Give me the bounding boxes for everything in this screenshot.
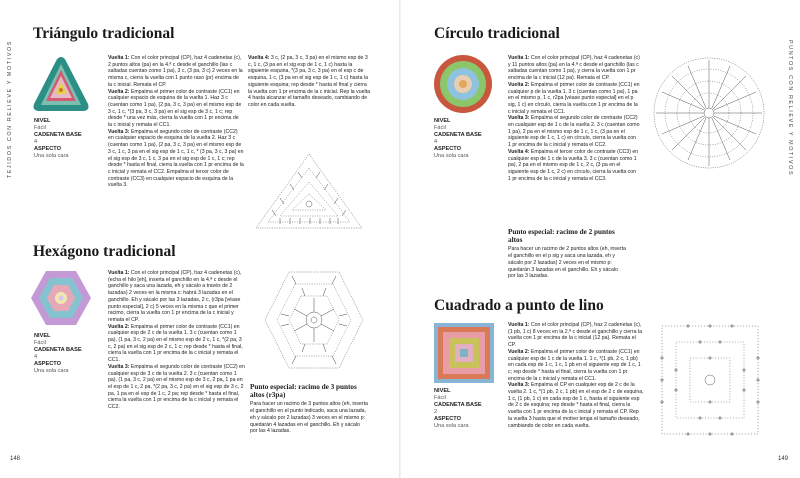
triangle-meta — [34, 118, 82, 160]
base-chain-label: CADENETA BASE — [34, 347, 82, 353]
level-label: NIVEL — [434, 118, 451, 124]
circle-instructions — [508, 55, 640, 182]
hexagon-special-stitch — [250, 383, 368, 435]
special-stitch-title: Punto especial: racimo de 3 puntos altos (r3pa) — [250, 383, 357, 400]
triangle-motif-photo — [30, 54, 92, 116]
base-chain-label: CADENETA BASE — [434, 402, 482, 408]
page-number-right: 149 — [778, 456, 789, 462]
circle-aspect: Una sola cara — [434, 153, 469, 159]
level-label: NIVEL — [434, 388, 451, 394]
triangle-instructions-col1 — [108, 55, 244, 189]
round-paragraph: Vuelta 3: Empalma el CP en cualquier esp de 2 c de la vuelta 2. 1 c, *(1 pb, 2 c, 1 pb) en el esp de 2 c de esquina, 1 c, (1 pb, 1 c) en cada esp de 1 c, hasta el siguiente esp de 2 c de esquina; rep desde * hasta el final, cierra la vuelta con 1 pr encima de la c inicial y remata el CP. Rep la vuelta 3 hasta que el motivo tenga el tamaño deseado, cambiando de color en cada vuelta. — [508, 382, 644, 429]
base-chain-label: CADENETA BASE — [434, 132, 482, 138]
circle-stitch-diagram — [650, 54, 768, 172]
triangle-level: Fácil — [34, 125, 46, 131]
circle-motif-photo — [433, 54, 493, 114]
round-paragraph: Vuelta 2: Empalma el primer color de contraste (CC1) en cualquier p de la vuelta 1. 3 c (cuentan como 1 pa), 1 pa en el mismo p, 1 c, r2pa [véase punto especial] en el p sig, 1 c) en círculo, cierra la vuelta con 1 pr encima de la c inicial y remata el CC1. — [508, 81, 640, 115]
page-number-left: 148 — [10, 456, 21, 462]
special-stitch-title: Punto especial: racimo de 2 puntos altos — [508, 228, 615, 245]
side-label-right: PUNTOS CON RELIEVE Y MOTIVOS — [787, 40, 793, 177]
level-label: NIVEL — [34, 333, 51, 339]
triangle-title: Triángulo tradicional — [33, 25, 175, 42]
hexagon-aspect: Una sola cara — [34, 368, 69, 374]
round-paragraph: Vuelta 4: Empalma el tercer color de contraste (CC3) en cualquier esp de 1 c de la vuelta 3. 3 c (cuentan como 1 pa), 2 pa en el mismo esp de 1 c, 2 c, (3 pa en el siguiente esp de 1 c, 2 c) en círculo, cierra la vuelta con 1 pr encima de la c inicial y remata el CC3. — [508, 148, 639, 182]
round-paragraph: Vuelta 1: Con el color principal (CP), haz 2 cadenetas (c), (1 pb, 1 c) 8 veces en la 2.ª c desde el ganchillo y cierra la vuelta con 1 pr encima de la c inicial (12 pa). Remata el CP. — [508, 322, 642, 349]
hexagon-stitch-diagram — [262, 268, 366, 372]
linen-aspect: Una sola cara — [434, 423, 469, 429]
round-paragraph: Vuelta 2: Empalma el primer color de contraste (CC1) en cualquier espacio de esquina de la vuelta 1. Haz 3 c (cuentan como 1 pa), (2 pa, 3 c, 3 pa) en el mismo esp de 3 c, 1 c, *(3 pa, 3 c, 3 pa) en el sig esp de 3 c, 1 c; rep desde * una vez más, cierra la vuelta con 1 pr encima de la c inicial y remata el CC1. — [108, 88, 242, 129]
aspect-label: ASPECTO — [34, 361, 61, 367]
circle-special-stitch — [508, 228, 626, 280]
round-paragraph: Vuelta 1: Con el color principal (CP), haz 4 cadenetas (c), (echa el hilo [eh], inserta el ganchillo en la 4.ª c desde el ganchillo y saca una lazada, eh y sácalo a través de 2 lazadas) 2 veces en la misma c: habrá 3 lazadas en el ganchillo. Eh y sácalo por las 3 lazadas, 2 c, (r3pa [véase punto especial], 2 c) 5 veces en la misma c que el primer racimo, cierra la vuelta con 1 pr encima de la c inicial y remata el CP. — [108, 270, 242, 323]
triangle-stitch-diagram — [250, 150, 368, 232]
linen-title: Cuadrado a punto de lino — [434, 297, 604, 314]
hexagon-level: Fácil — [34, 340, 46, 346]
base-chain-label: CADENETA BASE — [34, 132, 82, 138]
linen-meta — [434, 388, 482, 430]
special-stitch-text: Para hacer un racimo de 2 puntos altos (eh, inserta el ganchillo en el p sig y saca una lazada, eh y sácalo por 2 lazadas) 2 veces en el mismo p: quedarán 3 lazadas en el ganchillo. Eh y sácalo por las 3 lazadas. — [508, 246, 626, 280]
triangle-instructions-col2 — [248, 55, 370, 109]
linen-level: Fácil — [434, 395, 446, 401]
circle-base-chain: 4 — [434, 139, 438, 145]
round-paragraph: Vuelta 1: Con el color principal (CP), haz 4 cadenetas (c) y 11 puntos altos (pa) en la 4.ª c desde el ganchillo (las c saltadas cuentan como 1 pa), y cierra la vuelta con 1 pr encima de la c inicial (12 pa). Remata el CP. — [508, 55, 640, 82]
hexagon-motif-photo — [30, 268, 92, 328]
round-paragraph: Vuelta 3: Empalma el segundo color de contraste (CC2) en cualquier esp de 1 c de la vuelta 2. 3 c (cuentan como 1 pa), 2 pa en el mismo esp de 1 c, 1 c, (3 pa en el siguiente esp de 1 c, 1 c) en círculo, cierra la vuelta con 1 pr encima de la c inicial y remata el CC2. — [508, 115, 640, 149]
hexagon-instructions — [108, 270, 246, 411]
side-label-left: TEJIDOS CON RELIEVE Y MOTIVOS — [7, 40, 13, 179]
hexagon-base-chain: 4 — [34, 354, 38, 360]
level-label: NIVEL — [34, 118, 51, 124]
aspect-label: ASPECTO — [34, 146, 61, 152]
circle-level: Fácil — [434, 125, 446, 131]
round-paragraph: Vuelta 2: Empalma el primer color de contraste (CC1) en cualquier esp de 1 c de la vuelta 1. 1 c, *(1 pb, 2 c, 1 pb) en cada esp de 1 c, 1 c, 1 pb en el siguiente esp de 1 c, 1 c; rep desde * hasta el final, cierra la vuelta con 1 pr encima de la c inicial y remata el CC1. — [508, 348, 641, 382]
round-paragraph: Vuelta 3: Empalma el segundo color de contraste (CC2) en cualquier espacio de esquina de la vuelta 2. Haz 3 c (cuentan como 1 pa), (2 pa, 3 c, 3 pa) en el mismo esp de 3 c, 1 c, 3 pa en el sig esp de 1 c, 1 c, * (3 pa, 3 c, 3 pa) en el sig esp de 3 c, 1 c, 3 pa en el sig esp de 1 c, 1 c; rep desde * hasta el final, cierra la vuelta con 1 pr encima de la c inicial y remata el CC2. Empalma el tercer color de contraste (CC3) en cualquier espacio de esquina de la vuelta 3. — [108, 128, 244, 189]
round-paragraph: Vuelta 2: Empalma el primer color de contraste (CC1) en cualquier esp de 2 c de la vuelta 1. 3 c (cuentan como 1 pa), (1 pa, 3 c, 2 pa) en el mismo esp de 2 c, 1 c, *(2 pa, 3 c, 2 pa) en el sig esp de 2 c, 1 c; rep desde * hasta el final, cierra la vuelta con 1 pr encima de la c inicial y remata el CC1. — [108, 323, 243, 364]
page-gutter — [399, 0, 401, 478]
linen-stitch-diagram — [658, 318, 762, 442]
special-stitch-text: Para hacer un racimo de 3 puntos altos (eh, inserta el ganchillo en el punto indicado, saca una lazada, eh y sácalo por 2 lazadas) 3 veces en el mismo p: quedarán 4 lazadas en el ganchillo. Eh y sácalo por las 4 lazadas. — [250, 401, 368, 435]
round-paragraph: Vuelta 1: Con el color principal (CP), haz 4 cadenetas (c), 2 puntos altos (pa) en la 4.ª c desde el ganchillo (las c saltadas cuentan como 1 pa), 3 c, (3 pa, 3 c) 2 veces en la misma c, cierra la vuelta con 1 punto raso (pr) encima de la c inicial. Remata el CP. — [108, 55, 243, 88]
hexagon-meta — [34, 333, 82, 375]
round-paragraph: Vuelta 3: Empalma el segundo color de contraste (CC2) en cualquier esp de 3 c de la vuelta 2. 3 c (cuentan como 1 pa), (1 pa, 3 c, 2 pa) en el mismo esp de 3 c, 2 pa, 1 pa en el esp de 1 c, 2 pa, *(2 pa, 3 c, 2 pa) en el sig esp de 3 c, 2 pa, 1 pa en el esp de 1 c, 2 pa; rep desde * hasta el final, cierra la vuelta con 1 pr encima de la c inicial y remata el CC2. — [108, 363, 245, 411]
circle-title: Círculo tradicional — [434, 25, 560, 42]
aspect-label: ASPECTO — [434, 416, 461, 422]
triangle-base-chain: 4 — [34, 139, 38, 145]
circle-meta — [434, 118, 482, 160]
triangle-aspect: Una sola cara — [34, 153, 69, 159]
linen-motif-photo — [433, 322, 495, 384]
hexagon-title: Hexágono tradicional — [33, 243, 176, 260]
aspect-label: ASPECTO — [434, 146, 461, 152]
round-paragraph: Vuelta 4: 3 c, (2 pa, 3 c, 3 pa) en el mismo esp de 3 c, 1 c, (3 pa en el sig esp de 1 c, 1 c) hasta la siguiente esquina, *(3 pa, 3 c, 3 pa) en el esp c de esquina, 1 c, (3 pa en el sig esp de 1 c, 1 c) hasta la siguiente esquina; rep desde * hasta el final y cierra la vuelta con 1 pr encima de la c inicial. Rep la vuelta 4 hasta alcanzar el tamaño deseado, cambiando de color en cada vuelta. — [248, 55, 370, 108]
linen-instructions — [508, 322, 644, 429]
linen-base-chain: 2 — [434, 409, 438, 415]
